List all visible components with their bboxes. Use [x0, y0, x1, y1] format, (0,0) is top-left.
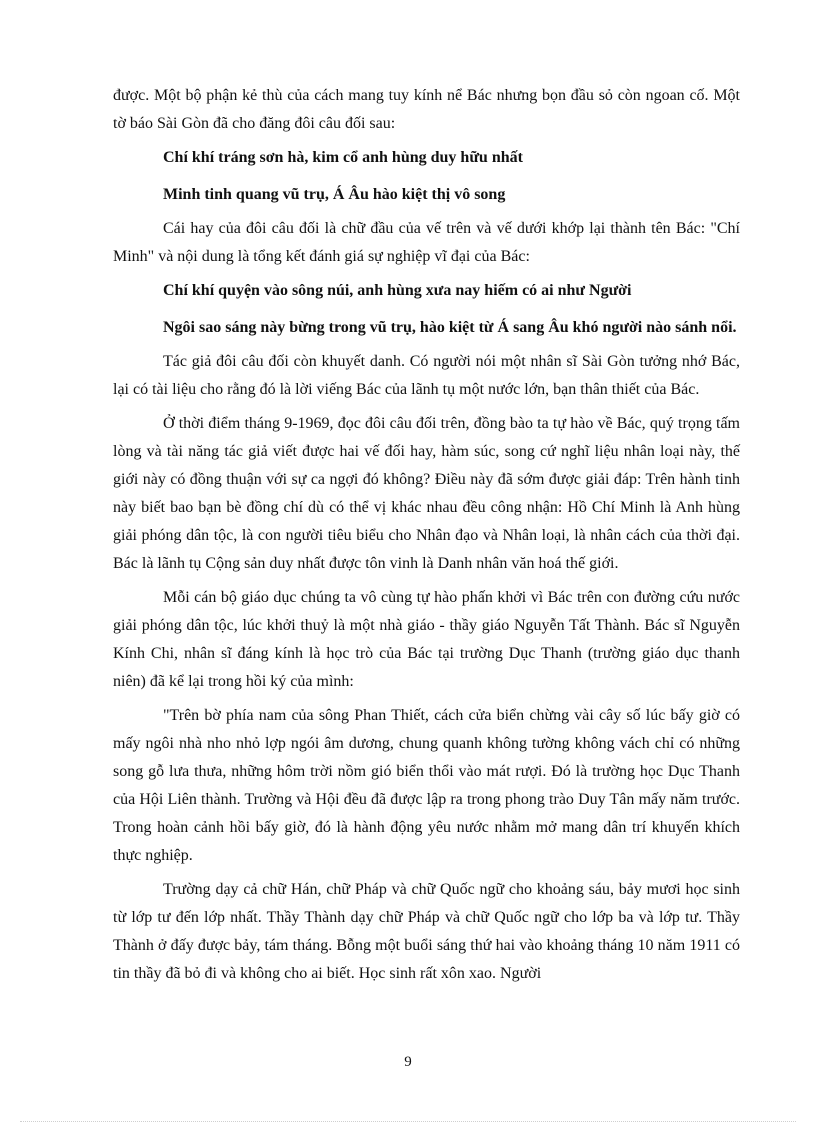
- page-body: [113, 82, 740, 988]
- translation-line-2: Ngôi sao sáng này bừng trong vũ trụ, hào kiệt từ Á sang Âu khó người nào sánh nổi.: [163, 319, 737, 336]
- couplet-line-1: Chí khí tráng sơn hà, kim cổ anh hùng duy hữu nhất: [163, 149, 523, 166]
- paragraph-7: Trường dạy cả chữ Hán, chữ Pháp và chữ Quốc ngữ cho khoảng sáu, bảy mươi học sinh từ lớp tư đến lớp nhất. Thầy Thành dạy chữ Pháp và chữ Quốc ngữ cho lớp ba và lớp tư. Thầy Thành ở đấy được bảy, tám tháng. Bỗng một buổi sáng thứ hai vào khoảng tháng 10 năm 1911 có tin thầy đã bỏ đi và không cho ai biết. Học sinh rất xôn xao. Người: [113, 881, 740, 982]
- paragraph-4: Ở thời điểm tháng 9-1969, đọc đôi câu đối trên, đồng bào ta tự hào về Bác, quý trọng tấm lòng và tài năng tác giả viết được hai vế đối hay, hàm súc, song cứ nghĩ liệu nhân loại này, thế giới này có đồng thuận với sự ca ngợi đó không? Điều này đã sớm được giải đáp: Trên hành tinh này biết bao bạn bè đồng chí dù có thể vị khác nhau đều công nhận: Hồ Chí Minh là Anh hùng giải phóng dân tộc, là con người tiêu biểu cho Nhân đạo và Nhân loại, là nhân cách của thời đại. Bác là lãnh tụ Cộng sản duy nhất được tôn vinh là Danh nhân văn hoá thế giới.: [113, 415, 740, 572]
- paragraph-1: được. Một bộ phận kẻ thù của cách mang tuy kính nể Bác nhưng bọn đầu sỏ còn ngoan cố. Một tờ báo Sài Gòn đã cho đăng đôi câu đối sau:: [113, 87, 740, 132]
- paragraph-5: Mỗi cán bộ giáo dục chúng ta vô cùng tự hào phấn khởi vì Bác trên con đường cứu nước giải phóng dân tộc, lúc khởi thuỷ là một nhà giáo - thầy giáo Nguyễn Tất Thành. Bác sĩ Nguyễn Kính Chi, nhân sĩ đáng kính là học trò của Bác tại trường Dục Thanh (trường giáo dục thanh niên) đã kể lại trong hồi ký của mình:: [113, 589, 740, 690]
- page-number: 9: [404, 1054, 412, 1070]
- translation-line-1: Chí khí quyện vào sông núi, anh hùng xưa nay hiếm có ai như Người: [163, 282, 632, 299]
- paragraph-3: Tác giả đôi câu đối còn khuyết danh. Có người nói một nhân sĩ Sài Gòn tưởng nhớ Bác, lại có tài liệu cho rằng đó là lời viếng Bác của lãnh tụ một nước lớn, bạn thân thiết của Bác.: [113, 353, 740, 398]
- paragraph-2: Cái hay của đôi câu đối là chữ đầu của vế trên và vế dưới khớp lại thành tên Bác: "Chí Minh" và nội dung là tổng kết đánh giá sự nghiệp vĩ đại của Bác:: [113, 220, 740, 265]
- footer-divider: [20, 1121, 796, 1122]
- paragraph-6: "Trên bờ phía nam của sông Phan Thiết, cách cửa biển chừng vài cây số lúc bấy giờ có mấy ngôi nhà nho nhỏ lợp ngói âm dương, chung quanh không tường không vách chỉ có những song gỗ lưa thưa, những hôm trời nồm gió biển thổi vào mát rượi. Đó là trường học Dục Thanh của Hội Liên thành. Trường và Hội đều đã được lập ra trong phong trào Duy Tân mấy năm trước. Trong hoàn cảnh hồi bấy giờ, đó là hành động yêu nước nhằm mở mang dân trí khuyến khích thực nghiệp.: [113, 707, 740, 864]
- couplet-line-2: Minh tinh quang vũ trụ, Á Âu hào kiệt thị vô song: [163, 186, 506, 203]
